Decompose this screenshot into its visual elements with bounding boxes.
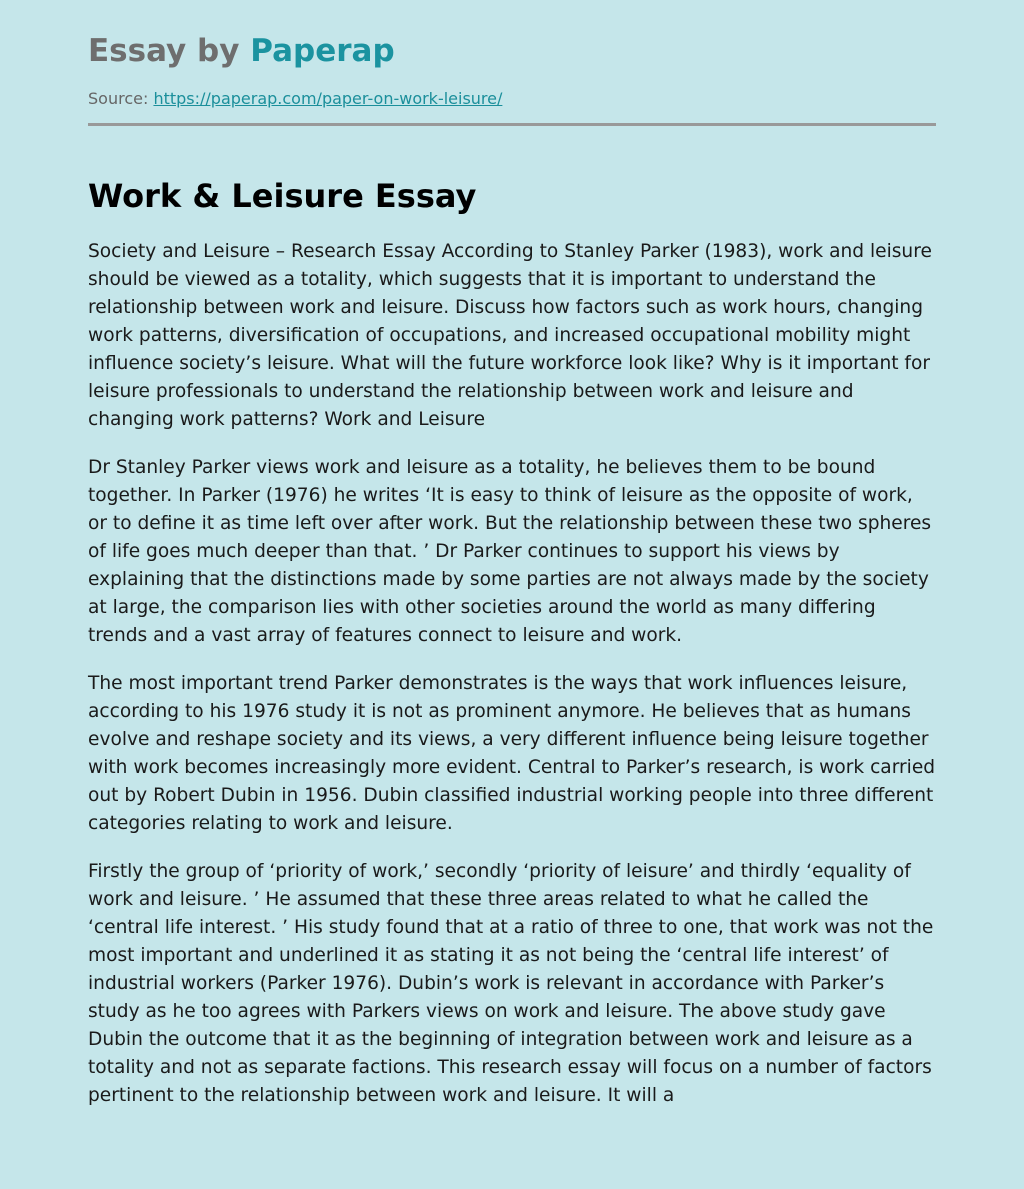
- essay-body: [88, 238, 936, 1110]
- page: [88, 0, 936, 1110]
- brand-prefix: Essay by: [88, 33, 251, 69]
- header-divider: [88, 123, 936, 126]
- source-link[interactable]: https://paperap.com/paper-on-work-leisure/: [153, 89, 503, 108]
- essay-paragraph: Firstly the group of ‘priority of work,’ secondly ‘priority of leisure’ and thirdly ‘equality of work and leisure. ’ He assumed that these three areas related to what he called the ‘central life interest. ’ His study found that at a ratio of three to one, that work was not the most important and underlined it as stating it as not being the ‘central life interest’ of industrial workers (Parker 1976). Dubin’s work is relevant in accordance with Parker’s study as he too agrees with Parkers views on work and leisure. The above study gave Dubin the outcome that it as the beginning of integration between work and leisure as a totality and not as separate factions. This research essay will focus on a number of factors pertinent to the relationship between work and leisure. It will a: [88, 861, 934, 1106]
- source-label: Source:: [88, 89, 149, 108]
- essay-paragraph: Dr Stanley Parker views work and leisure as a totality, he believes them to be bound together. In Parker (1976) he writes ‘It is easy to think of leisure as the opposite of work, or to define it as time left over after work. But the relationship between these two spheres of life goes much deeper than that. ’ Dr Parker continues to support his views by explaining that the distinctions made by some parties are not always made by the society at large, the comparison lies with other societies around the world as many differing trends and a vast array of features connect to leisure and work.: [88, 457, 932, 646]
- site-brand[interactable]: [88, 31, 936, 71]
- essay-title: Work & Leisure Essay: [88, 177, 477, 215]
- essay-paragraph: Society and Leisure – Research Essay According to Stanley Parker (1983), work and leisure should be viewed as a totality, which suggests that it is important to understand the relationship between work and leisure. Discuss how factors such as work hours, changing work patterns, diversification of occupations, and increased occupational mobility might influence society’s leisure. What will the future workforce look like? Why is it important for leisure professionals to understand the relationship between work and leisure and changing work patterns? Work and Leisure: [88, 241, 932, 430]
- essay-paragraph: The most important trend Parker demonstrates is the ways that work influences leisure, according to his 1976 study it is not as prominent anymore. He believes that as humans evolve and reshape society and its views, a very different influence being leisure together with work becomes increasingly more evident. Central to Parker’s research, is work carried out by Robert Dubin in 1956. Dubin classified industrial working people into three different categories relating to work and leisure.: [88, 673, 936, 834]
- brand-name: Paperap: [250, 33, 395, 69]
- source-line: [88, 88, 936, 110]
